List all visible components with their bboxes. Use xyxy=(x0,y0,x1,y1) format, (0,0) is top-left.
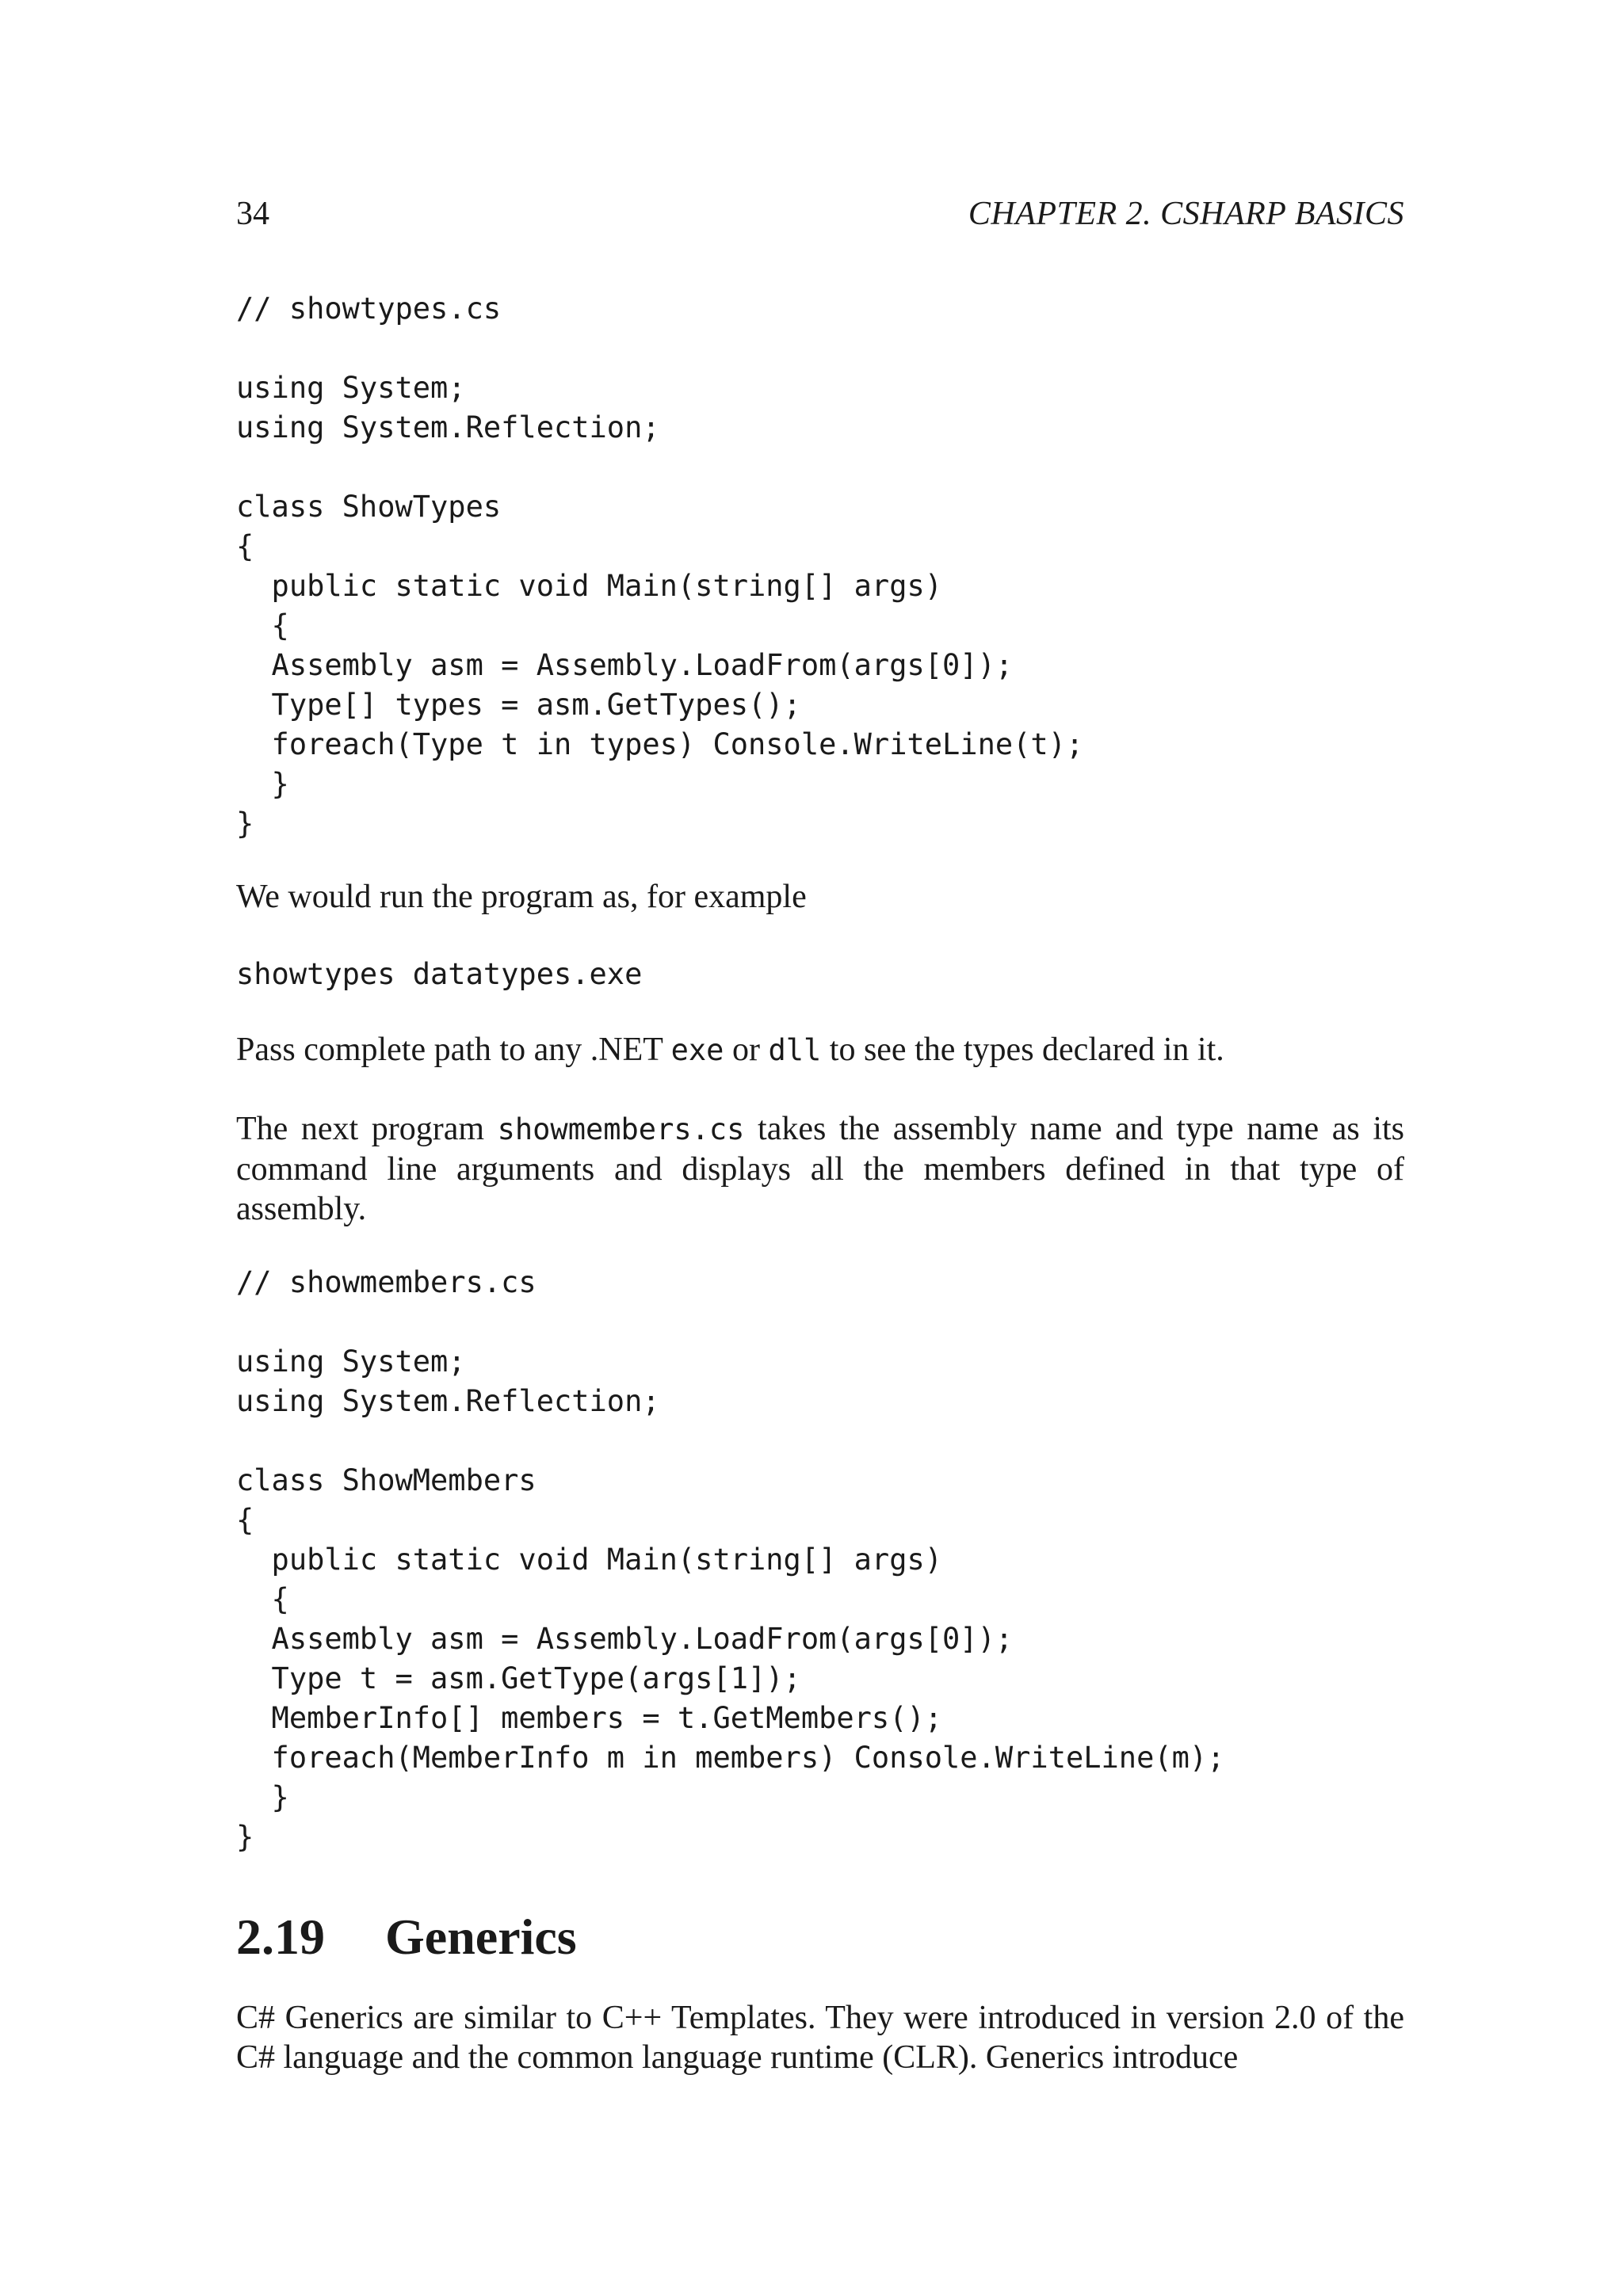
code-block-showtypes: // showtypes.cs using System; using System.Reflection; class ShowTypes { public static void Main(string[] args) { Assembly asm = Assembly.LoadFrom(args[0]); Type[] types = asm.GetTypes(); foreach(Type t in types) Console.WriteLine(t); } } xyxy=(236,292,1084,841)
pass-text-after: to see the types declared in it. xyxy=(821,1032,1224,1068)
next-text-before: The next program xyxy=(236,1111,498,1147)
next-text-after: takes the assembly name and type name as its command line arguments and displays all the members defined in that type of assembly. xyxy=(236,1111,1404,1227)
code-block-showmembers: // showmembers.cs using System; using System.Reflection; class ShowMembers { public static void Main(string[] args) { Assembly asm = Assembly.LoadFrom(args[0]); Type t = asm.GetType(args[1]); MemberInfo[] members = t.GetMembers(); foreach(MemberInfo m in members) Console.WriteLine(m); } } xyxy=(236,1265,1225,1854)
pass-text-middle: or xyxy=(724,1032,769,1068)
paragraph-next-program xyxy=(236,1109,1404,1229)
running-head: CHAPTER 2. CSHARP BASICS xyxy=(968,196,1404,232)
page-number: 34 xyxy=(236,196,269,232)
pass-text-before: Pass complete path to any .NET xyxy=(236,1032,671,1068)
code-dll: dll xyxy=(768,1033,822,1067)
command-example: showtypes datatypes.exe xyxy=(236,957,643,991)
paragraph-run-example: We would run the program as, for example xyxy=(236,879,807,915)
code-showmembers-filename: showmembers.cs xyxy=(497,1112,745,1146)
section-heading xyxy=(236,1905,577,1969)
paragraph-pass-path xyxy=(236,1030,1404,1070)
section-title: Generics xyxy=(385,1909,577,1965)
section-number: 2.19 xyxy=(236,1909,325,1965)
page-header xyxy=(236,195,1404,242)
paragraph-generics: C# Generics are similar to C++ Templates. They were introduced in version 2.0 of the C# language and the common language runtime (CLR). Generics introduce xyxy=(236,2000,1404,2076)
code-exe: exe xyxy=(670,1033,724,1067)
